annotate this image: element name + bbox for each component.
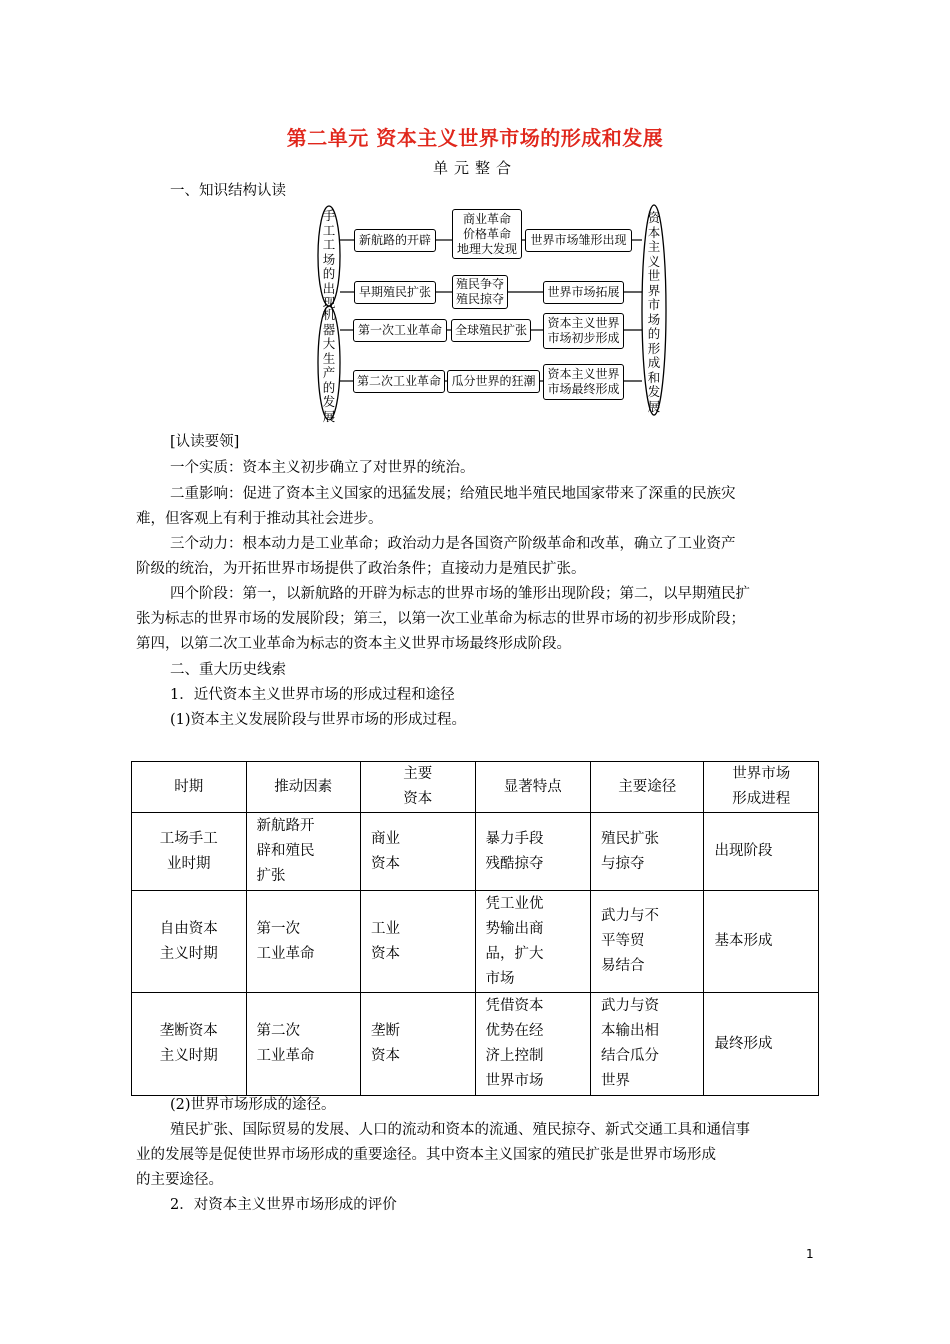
table-row bbox=[132, 813, 819, 891]
table-cell: 基本形成 bbox=[704, 891, 819, 993]
result-line: 资本主义世界 bbox=[547, 367, 620, 381]
table-row bbox=[132, 993, 819, 1096]
result-line: 市场最终形成 bbox=[547, 382, 620, 396]
table-row bbox=[132, 891, 819, 993]
cause-first-industrial: 第一次工业革命 bbox=[353, 319, 447, 342]
item-1: 1．近代资本主义世界市场的形成过程和途径 bbox=[170, 687, 455, 703]
table-cell: 暴力手段 残酷掠夺 bbox=[475, 813, 591, 891]
means-box-1 bbox=[452, 209, 522, 259]
para-b: 业的发展等是促使世界市场形成的重要途径。其中资本主义国家的殖民扩张是世界市场形成 bbox=[136, 1147, 716, 1163]
table-cell: 第二次 工业革命 bbox=[246, 993, 361, 1096]
para-c: 的主要途径。 bbox=[136, 1172, 223, 1188]
reading-p2a: 二重影响：促进了资本主义国家的迅猛发展；给殖民地半殖民地国家带来了深重的民族灾 bbox=[170, 486, 736, 502]
knowledge-structure-diagram bbox=[0, 0, 950, 424]
result-embryo: 世界市场雏形出现 bbox=[525, 229, 632, 252]
cause-second-industrial: 第二次工业革命 bbox=[353, 370, 445, 393]
means-box-2 bbox=[452, 275, 508, 309]
reading-p2b: 难，但客观上有利于推动其社会进步。 bbox=[136, 511, 383, 527]
means-global-colonial: 全球殖民扩张 bbox=[451, 319, 531, 342]
table-cell: 武力与不 平等贸 易结合 bbox=[591, 891, 704, 993]
left-label-machine: 机器大生产的发展 bbox=[322, 307, 336, 424]
table-cell: 武力与资 本输出相 结合瓜分 世界 bbox=[591, 993, 704, 1096]
cause-new-routes: 新航路的开辟 bbox=[354, 229, 436, 252]
reading-p4c: 第四，以第二次工业革命为标志的资本主义世界市场最终形成阶段。 bbox=[136, 636, 571, 652]
means-item: 商业革命 bbox=[462, 211, 511, 226]
sub-1: (1)资本主义发展阶段与世界市场的形成过程。 bbox=[170, 712, 467, 728]
item-2: 2．对资本主义世界市场形成的评价 bbox=[170, 1197, 397, 1213]
table-cell: 殖民扩张 与掠夺 bbox=[591, 813, 704, 891]
page-title: 第二单元 资本主义世界市场的形成和发展 bbox=[286, 126, 664, 150]
sub-2: (2)世界市场形成的途径。 bbox=[170, 1097, 336, 1113]
para-a: 殖民扩张、国际贸易的发展、人口的流动和资本的流通、殖民掠夺、新式交通工具和通信事 bbox=[170, 1122, 750, 1138]
history-table bbox=[131, 761, 819, 1096]
result-line: 资本主义世界 bbox=[547, 316, 620, 330]
table-header-cell: 显著特点 bbox=[475, 762, 591, 813]
section-heading-2: 二、重大历史线索 bbox=[170, 662, 286, 678]
table-cell: 工业 资本 bbox=[361, 891, 476, 993]
table-cell: 出现阶段 bbox=[704, 813, 819, 891]
result-final bbox=[543, 364, 624, 400]
table-cell: 第一次 工业革命 bbox=[246, 891, 361, 993]
means-item: 殖民争夺 bbox=[455, 277, 504, 291]
result-initial bbox=[543, 313, 624, 349]
reading-p4a: 四个阶段：第一，以新航路的开辟为标志的世界市场的雏形出现阶段；第二，以早期殖民扩 bbox=[170, 586, 750, 602]
table-cell: 商业 资本 bbox=[361, 813, 476, 891]
reading-p3a: 三个动力：根本动力是工业革命；政治动力是各国资产阶级革命和改革，确立了工业资产 bbox=[170, 536, 736, 552]
reading-p4b: 张为标志的世界市场的发展阶段；第三，以第一次工业革命为标志的世界市场的初步形成阶段； bbox=[136, 611, 745, 627]
right-label-market: 资本主义世界市场的形成和发展 bbox=[647, 210, 661, 414]
means-item: 地理大发现 bbox=[456, 241, 517, 256]
reading-p1: 一个实质：资本主义初步确立了对世界的统治。 bbox=[170, 460, 475, 476]
table-cell: 凭借资本 优势在经 济上控制 世界市场 bbox=[475, 993, 591, 1096]
table-header-cell: 主要 资本 bbox=[361, 762, 476, 813]
reading-heading: [认读要领] bbox=[170, 434, 240, 450]
result-expansion: 世界市场拓展 bbox=[543, 281, 624, 304]
table-header-cell: 推动因素 bbox=[246, 762, 361, 813]
table-header-cell: 世界市场 形成进程 bbox=[704, 762, 819, 813]
means-item: 殖民掠夺 bbox=[455, 292, 504, 306]
table-header-cell: 主要途径 bbox=[591, 762, 704, 813]
table-header-cell: 时期 bbox=[132, 762, 247, 813]
table-cell: 凭工业优 势输出商 品，扩大 市场 bbox=[475, 891, 591, 993]
table-cell: 垄断资本 主义时期 bbox=[132, 993, 247, 1096]
table-cell: 工场手工 业时期 bbox=[132, 813, 247, 891]
left-label-workshop: 手工工场的出现 bbox=[322, 208, 336, 310]
table-cell: 垄断 资本 bbox=[361, 993, 476, 1096]
table-header-row bbox=[132, 762, 819, 813]
cause-early-colonial: 早期殖民扩张 bbox=[354, 281, 436, 304]
page-number: 1 bbox=[806, 1247, 814, 1261]
means-partition: 瓜分世界的狂潮 bbox=[447, 370, 540, 393]
table-cell: 新航路开 辟和殖民 扩张 bbox=[246, 813, 361, 891]
means-item: 价格革命 bbox=[462, 226, 511, 241]
page-subtitle: 单元整合 bbox=[432, 159, 517, 177]
reading-p3b: 阶级的统治，为开拓世界市场提供了政治条件；直接动力是殖民扩张。 bbox=[136, 561, 586, 577]
table-cell: 最终形成 bbox=[704, 993, 819, 1096]
table-cell: 自由资本 主义时期 bbox=[132, 891, 247, 993]
section-heading-1: 一、知识结构认读 bbox=[170, 183, 286, 199]
result-line: 市场初步形成 bbox=[547, 331, 620, 345]
